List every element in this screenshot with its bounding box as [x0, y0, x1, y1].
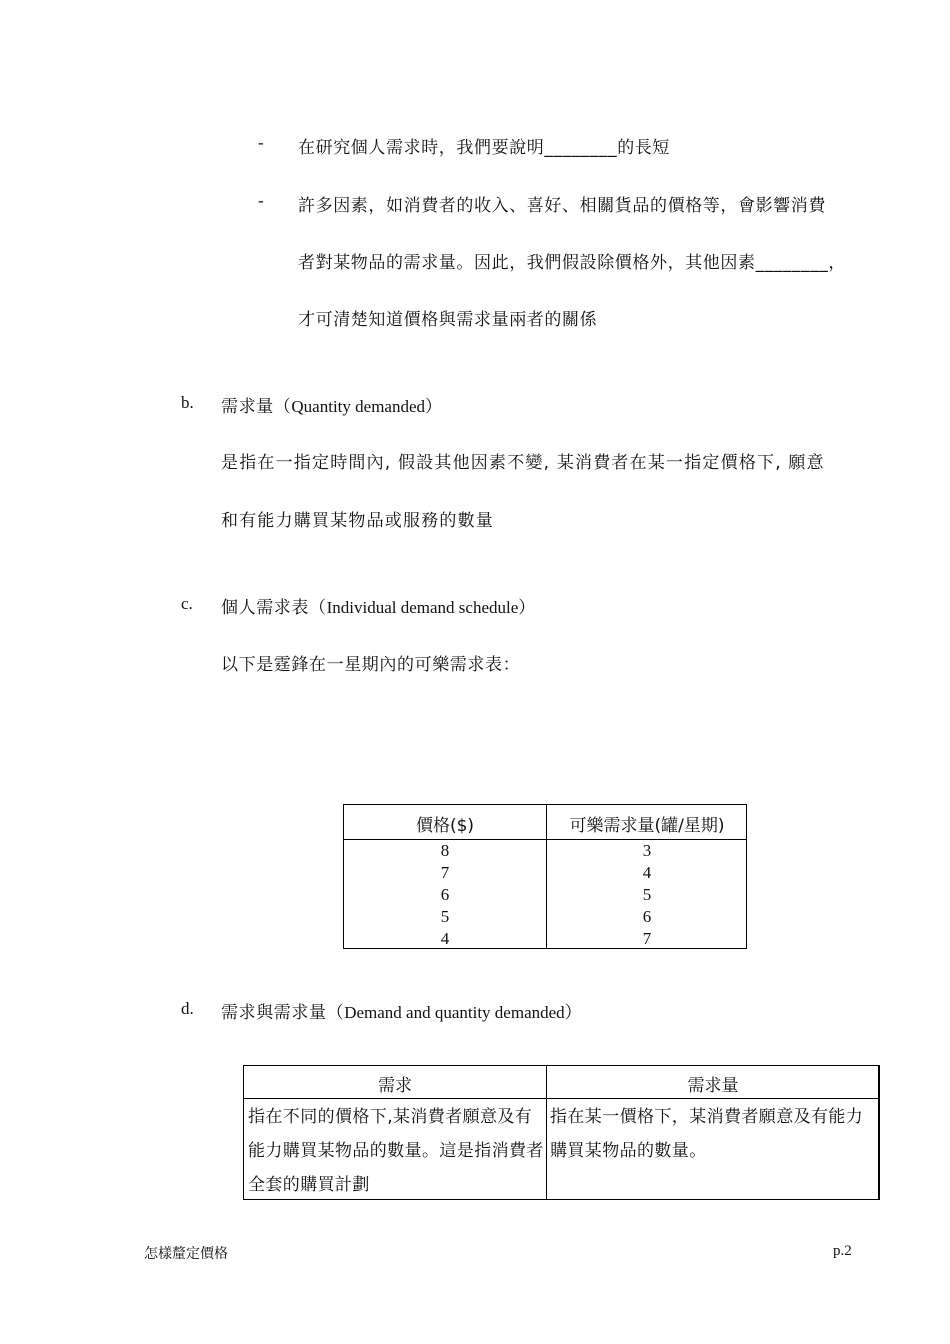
- price-column: [344, 840, 546, 950]
- bullet-text: 在研究個人需求時，我們要說明________的長短: [298, 138, 670, 158]
- table-cell: 5: [642, 885, 652, 904]
- table-cell: 6: [440, 885, 450, 904]
- table-cell: 8: [440, 841, 450, 860]
- table-cell: 4: [642, 863, 652, 882]
- header-price: 價格($): [415, 816, 475, 836]
- footer-title: 怎樣釐定價格: [144, 1246, 228, 1262]
- page-number: p.2: [833, 1243, 852, 1259]
- table-cell: 3: [642, 841, 652, 860]
- bullet-marker: -: [258, 133, 264, 152]
- header-demand: 需求: [378, 1076, 412, 1096]
- heading-close: ）: [518, 598, 536, 618]
- bullet-text: 才可清楚知道價格與需求量兩者的關係: [298, 310, 598, 330]
- quantity-column: [546, 840, 748, 950]
- heading-close: ）: [564, 1003, 583, 1023]
- heading-en: Demand and quantity demanded: [344, 1003, 565, 1022]
- header-quantity-demanded: 需求量: [687, 1076, 739, 1096]
- demand-schedule-table: [343, 804, 747, 949]
- section-marker: b.: [181, 393, 194, 412]
- heading-cjk: 需求與需求量（: [221, 1003, 345, 1023]
- table-cell: 7: [642, 929, 652, 948]
- definition-text: 和有能力購買某物品或服務的數量: [221, 511, 494, 531]
- demand-definition: 指在不同的價格下,某消費者願意及有能力購買某物品的數量。這是指消費者全套的購買計劃: [248, 1107, 544, 1195]
- table-cell: 6: [642, 907, 652, 926]
- header-divider: [244, 1098, 878, 1099]
- demand-comparison-table: [243, 1065, 880, 1200]
- bullet-marker: -: [258, 191, 264, 210]
- table-cell: 4: [440, 929, 450, 948]
- bullet-text: 者對某物品的需求量。因此，我們假設除價格外，其他因素________，: [298, 253, 846, 273]
- heading-close: ）: [425, 397, 443, 417]
- quantity-demanded-definition: 指在某一價格下，某消費者願意及有能力購買某物品的數量。: [550, 1107, 864, 1161]
- table-cell: 5: [440, 907, 450, 926]
- table-cell: 7: [440, 863, 450, 882]
- intro-text: 以下是霆鋒在一星期內的可樂需求表：: [221, 655, 521, 675]
- section-marker: d.: [181, 999, 194, 1018]
- heading-en: Quantity demanded: [291, 397, 426, 416]
- header-quantity: 可樂需求量(罐/星期): [569, 816, 725, 836]
- heading-en: Individual demand schedule: [326, 598, 519, 617]
- bullet-text: 許多因素，如消費者的收入、喜好、相關貨品的價格等，會影響消費: [298, 196, 826, 216]
- definition-text: 是指在一指定時間內, 假設其他因素不變, 某消費者在某一指定價格下, 願意: [221, 453, 825, 473]
- section-heading: [221, 392, 443, 417]
- section-heading: [221, 593, 536, 618]
- section-heading: [221, 998, 582, 1023]
- heading-cjk: 需求量（: [221, 397, 292, 417]
- section-marker: c.: [181, 594, 193, 613]
- heading-cjk: 個人需求表（: [221, 598, 327, 618]
